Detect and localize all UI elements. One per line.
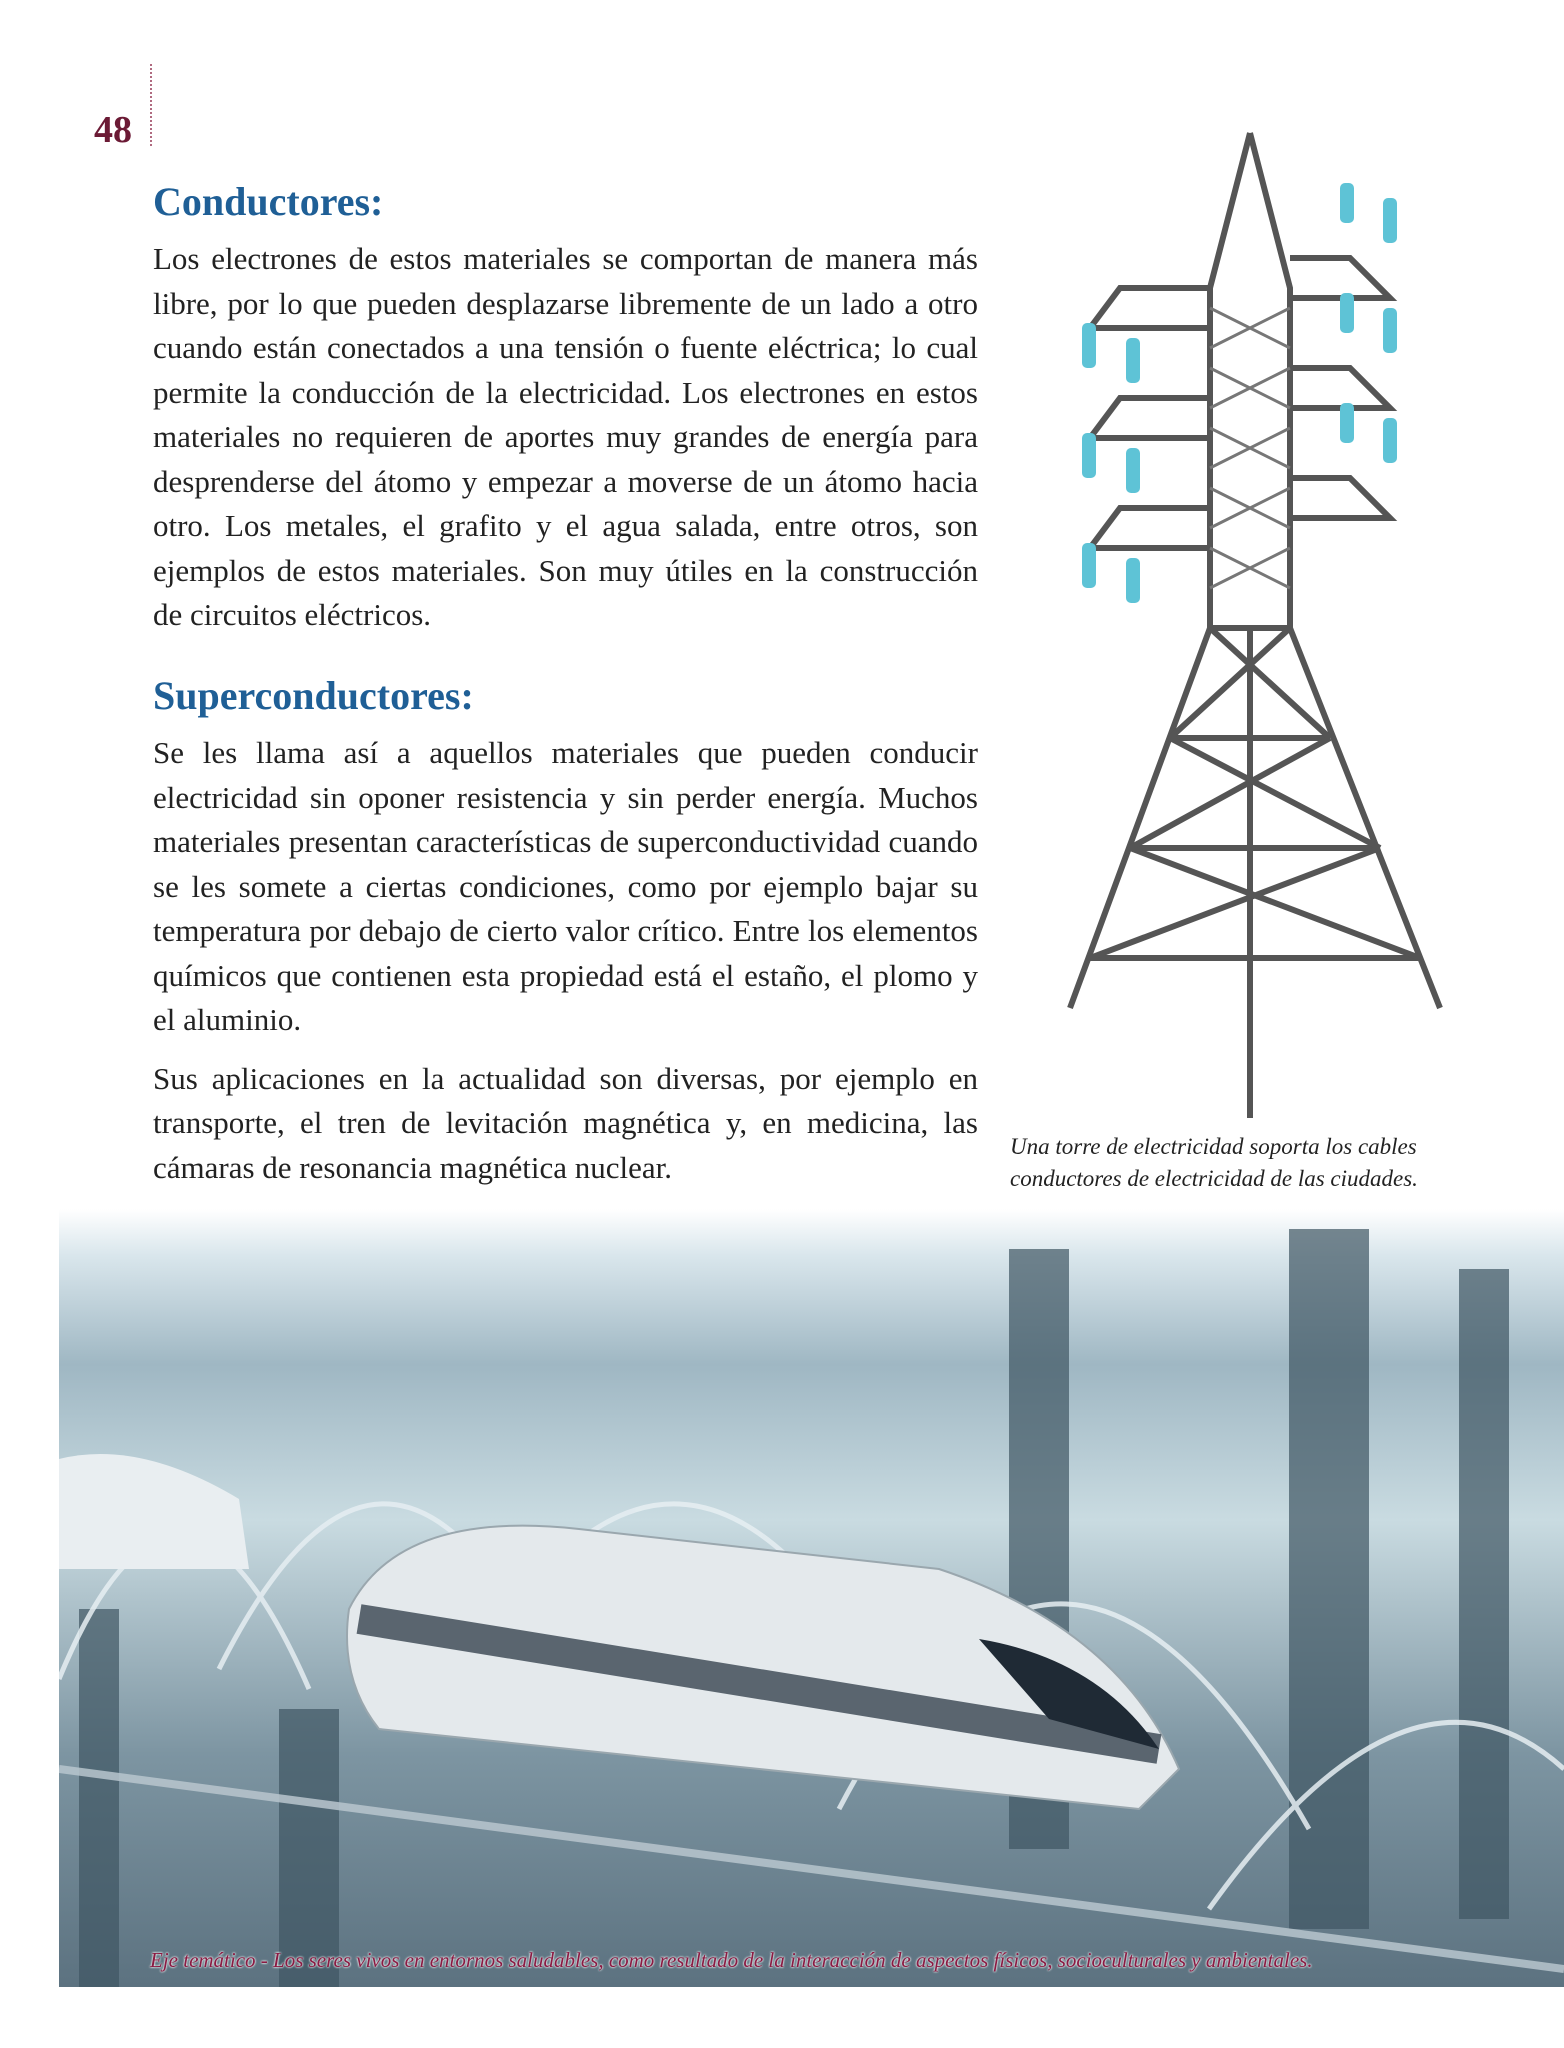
electricity-tower-image xyxy=(1060,128,1450,1120)
paragraph-conductores: Los electrones de estos materiales se comportan de manera más libre, por lo que pueden desplazarse libremente de un lado a otro cuando están conectados a una tensión o fuente eléctrica; lo cual permite la conducción de la electricidad. Los electrones en estos materiales no requieren de aportes muy grandes de energía para desprenderse del átomo y empezar a moverse de un átomo hacia otro. Los metales, el grafito y el agua salada, entre otros, son ejemplos de estos materiales. Son muy útiles en la construcción de circuitos eléctricos. xyxy=(153,241,978,632)
page-number-divider xyxy=(150,64,152,146)
paragraph-superconductores-2: Sus aplicaciones en la actualidad son diversas, por ejemplo en transporte, el tren de levitación magnética y, en medicina, las cámaras de resonancia magnética nuclear. xyxy=(153,1060,978,1185)
heading-conductores: Conductores: xyxy=(153,179,384,224)
tower-caption: Una torre de electricidad soporta los cables conductores de electricidad de las ciudades. xyxy=(1010,1134,1418,1191)
page-number: 48 xyxy=(94,109,132,151)
section-superconductores xyxy=(153,672,978,1190)
section-conductores xyxy=(153,178,978,638)
footer-thematic-axis: Eje temático - Los seres vivos en entornos saludables, como resultado de la interacción de aspectos físicos, socioculturales y ambientales. xyxy=(150,1948,1313,1972)
maglev-train-illustration xyxy=(59,1209,1564,1987)
maglev-train-image xyxy=(59,1209,1564,1987)
paragraph-superconductores-1: Se les llama así a aquellos materiales que pueden conducir electricidad sin oponer resistencia y sin perder energía. Muchos materiales presentan características de superconductividad cuando se les somete a ciertas condiciones, como por ejemplo bajar su temperatura por debajo de cierto valor crítico. Entre los elementos químicos que contienen esta propiedad está el estaño, el plomo y el aluminio. xyxy=(153,735,978,1037)
heading-superconductores: Superconductores: xyxy=(153,673,474,718)
